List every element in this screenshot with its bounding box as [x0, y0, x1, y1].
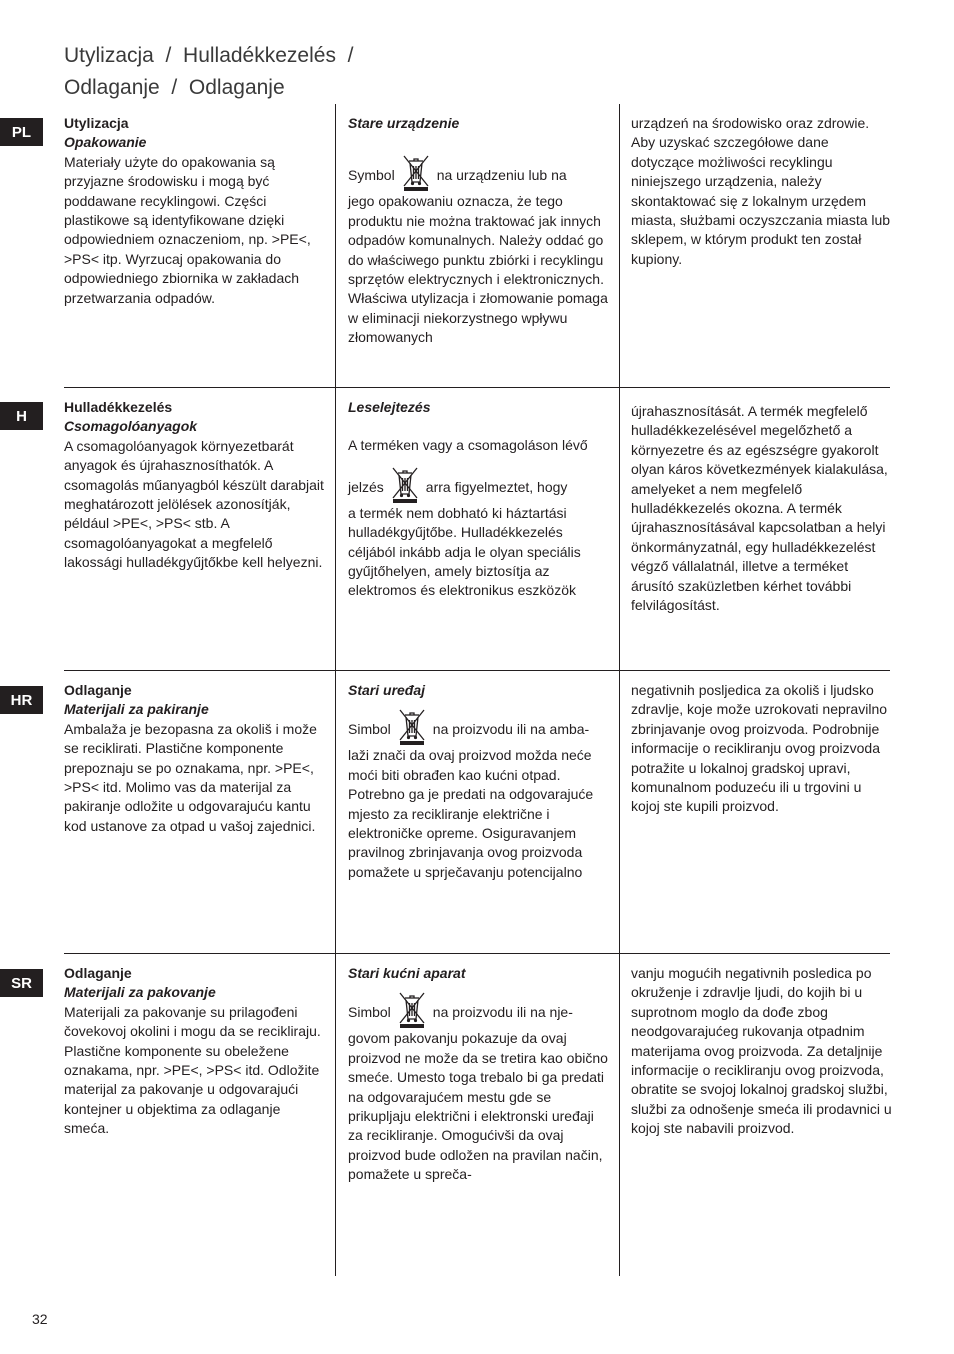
symbol-intro: A terméken vagy a csomagoláson lévő — [348, 437, 588, 454]
weee-bin-icon — [397, 989, 427, 1029]
old-appliance-text: laži znači da ovaj proizvod možda neće moći biti obrađen kao kućni otpad. Potrebno ga je predati na odgovarajuće mjesto za recikliranje električne i elektroničke opreme. Osiguravanjem pravilnog zbrinjavanja ovog proizvoda pomažete u sprječavanju potencijalno — [348, 747, 594, 880]
continuation-text: újrahasznosítását. A termék megfelelő hulladékkezelésével megelőzhető a környezetre és az egészségre gyakorolt olyan káros következmények kialakulása, amelyeket a nem megfelelő hulladékkezelés okozna. A termék újrahasznosításával kapcsolatban a helyi önkormányzatnál, egy hulladékkezelést végző vállalatnál, illetve a terméket árusító szaküzletben kérhet további felvilágosítást. — [631, 403, 888, 614]
weee-bin-icon — [397, 706, 427, 746]
symbol-line — [348, 706, 610, 746]
section-heading: Utylizacja — [64, 115, 129, 131]
subheading: Stare urządzenie — [348, 115, 460, 131]
continuation-text: negativnih posljedica za okoliš i ljudsko zdravlje, koje može uzrokovati nepravilno zbrinjavanje ovog proizvoda. Podrobnije informacije o recikliranju ovog proizvoda potražite u lokalnoj gradskoj upravi, komunalnom poduzeću ili u trgovini u kojoj ste kupili proizvod. — [631, 682, 888, 815]
packaging-column — [64, 671, 326, 836]
old-appliance-column — [348, 388, 610, 601]
packaging-column — [64, 388, 326, 573]
weee-bin-icon — [401, 152, 431, 192]
title-line-1: Utylizacja / Hulladékkezelés / — [64, 44, 354, 67]
old-appliance-column — [348, 104, 610, 348]
column-divider — [619, 671, 620, 953]
section-heading: Odlaganje — [64, 682, 132, 698]
symbol-line — [348, 152, 610, 192]
section-sr — [0, 954, 954, 1276]
page-title — [64, 40, 884, 104]
packaging-column — [64, 954, 326, 1139]
symbol-suffix: arra figyelmeztet, hogy — [425, 478, 568, 495]
symbol-line — [348, 989, 610, 1029]
continuation-column — [631, 954, 893, 1139]
continuation-column — [631, 388, 893, 615]
continuation-text: urządzeń na środowisko oraz zdrowie. Aby uzyskać szczegółowe dane dotyczące możliwości recyklingu niniejszego urządzenia, należy skontaktować się z lokalnym urzędem miasta, służbami oczyszczania miasta lub sklepem, w którym produkt ten został kupiony. — [631, 115, 891, 267]
packaging-column — [64, 104, 326, 308]
subheading: Leselejtezés — [348, 399, 431, 415]
symbol-suffix: na proizvodu ili na nje- — [432, 1004, 573, 1021]
column-divider — [335, 388, 336, 670]
subheading: Stari uređaj — [348, 682, 426, 698]
old-appliance-column — [348, 954, 610, 1185]
column-divider — [619, 104, 620, 388]
packaging-text: A csomagolóanyagok környezetbarát anyagok és újrahasznosíthatók. A csomagolás műanyagból készült darabjait meghatározott jelölések azonosítják, például >PE<, >PS< stb. A csomagolóanyagokat a megfelelő lakossági hulladékgyűjtőkbe kell helyezni. — [64, 437, 324, 571]
subheading: Opakowanie — [64, 134, 147, 151]
column-divider — [335, 671, 336, 953]
section-heading: Hulladékkezelés — [64, 399, 173, 415]
language-tab-hr: HR — [0, 686, 43, 714]
old-appliance-text: jego opakowaniu oznacza, że tego produktu nie można traktować jak innych odpadów komunalnych. Należy oddać go do właściwego punktu zbiórki i recyklingu sprzętów elektrycznych i elektronicznych. Właściwa utylizacja i złomowanie pomaga w eliminacji niekorzystnego wpływu złomowanych — [348, 193, 608, 346]
column-divider — [335, 954, 336, 1276]
old-appliance-column — [348, 671, 610, 882]
symbol-prefix: jelzés — [348, 478, 384, 495]
section-pl — [0, 104, 954, 388]
page-number: 32 — [32, 1311, 48, 1327]
old-appliance-text: govom pakovanju pokazuje da ovaj proizvod ne može da se tretira kao obično smeće. Umesto toga trebalo bi ga predati na odgovarajućem mestu gde se prikupljaju električni i elektronski uređaji za recikliranje. Omogućivši da ovaj proizvod bude odložen na pravilan način, pomažete u spreča- — [348, 1030, 608, 1183]
language-tab-pl: PL — [0, 118, 43, 146]
weee-bin-icon — [390, 464, 420, 504]
packaging-text: Materiały użyte do opakowania są przyjazne środowisku i mogą być poddawane recyklingowi. Części plastikowe są identyfikowane dzięki odpowiedniem oznaczeniom, np. >PE<, >PS< itp. Wyrzucaj opakowania do odpowiedniego zbiornika w zakładach przetwarzania odpadów. — [64, 153, 311, 306]
symbol-suffix: na urządzeniu lub na — [436, 167, 567, 184]
symbol-prefix: Simbol — [348, 721, 391, 738]
column-divider — [335, 104, 336, 388]
column-divider — [619, 388, 620, 670]
continuation-text: vanju mogućih negativnih posledica po okruženje i zdravlje ljudi, do kojih bi u suprotnom moglo da dođe zbog neodgovarajućeg rukovanja otpadnim materijama ovog proizvoda. Za detaljnije informacije o recikliranju ovog proizvoda, obratite se svojoj lokalnoj gradskoj službi, službi za odnošenje smeća ili prodavnici u kojoj ste nabavili proizvod. — [631, 965, 892, 1137]
subheading: Stari kućni aparat — [348, 965, 466, 981]
language-tab-h: H — [0, 402, 43, 430]
continuation-column — [631, 104, 893, 269]
symbol-prefix: Simbol — [348, 1004, 391, 1021]
symbol-suffix: na proizvodu ili na amba- — [432, 721, 590, 738]
section-h — [0, 388, 954, 670]
column-divider — [619, 954, 620, 1276]
symbol-prefix: Symbol — [348, 167, 395, 184]
section-heading: Odlaganje — [64, 965, 132, 981]
language-tab-sr: SR — [0, 969, 43, 997]
packaging-text: Ambalaža je bezopasna za okoliš i može se reciklirati. Plastične komponente prepoznaju se po oznakama, npr. >PE<, >PS< itd. Molimo vas da materijal za pakiranje odložite u odgovarajuću kantu kod ustanove za otpad u vašoj zajednici. — [64, 720, 317, 834]
subheading: Csomagolóanyagok — [64, 418, 198, 435]
packaging-text: Materijali za pakovanje su prilagođeni čovekovoj okolini i mogu da se recikliraju. Plastične komponente su obeležene oznakama, npr. >PE<, >PS< itd. Odložite materijal za pakovanje u odgovarajući kontejner u objektima za odlaganje smeća. — [64, 1003, 321, 1137]
continuation-column — [631, 671, 893, 817]
symbol-line — [348, 464, 610, 504]
title-line-2: Odlaganje / Odlaganje — [64, 76, 285, 99]
section-hr — [0, 671, 954, 953]
old-appliance-text: a termék nem dobható ki háztartási hulladékgyűjtőbe. Hulladékkezelés céljából inkább adja le olyan speciális gyűjtőhelyen, amely biztosítja az elektromos és elektronikus eszközök — [348, 504, 581, 599]
subheading: Materijali za pakiranje — [64, 701, 209, 718]
subheading: Materijali za pakovanje — [64, 984, 216, 1001]
